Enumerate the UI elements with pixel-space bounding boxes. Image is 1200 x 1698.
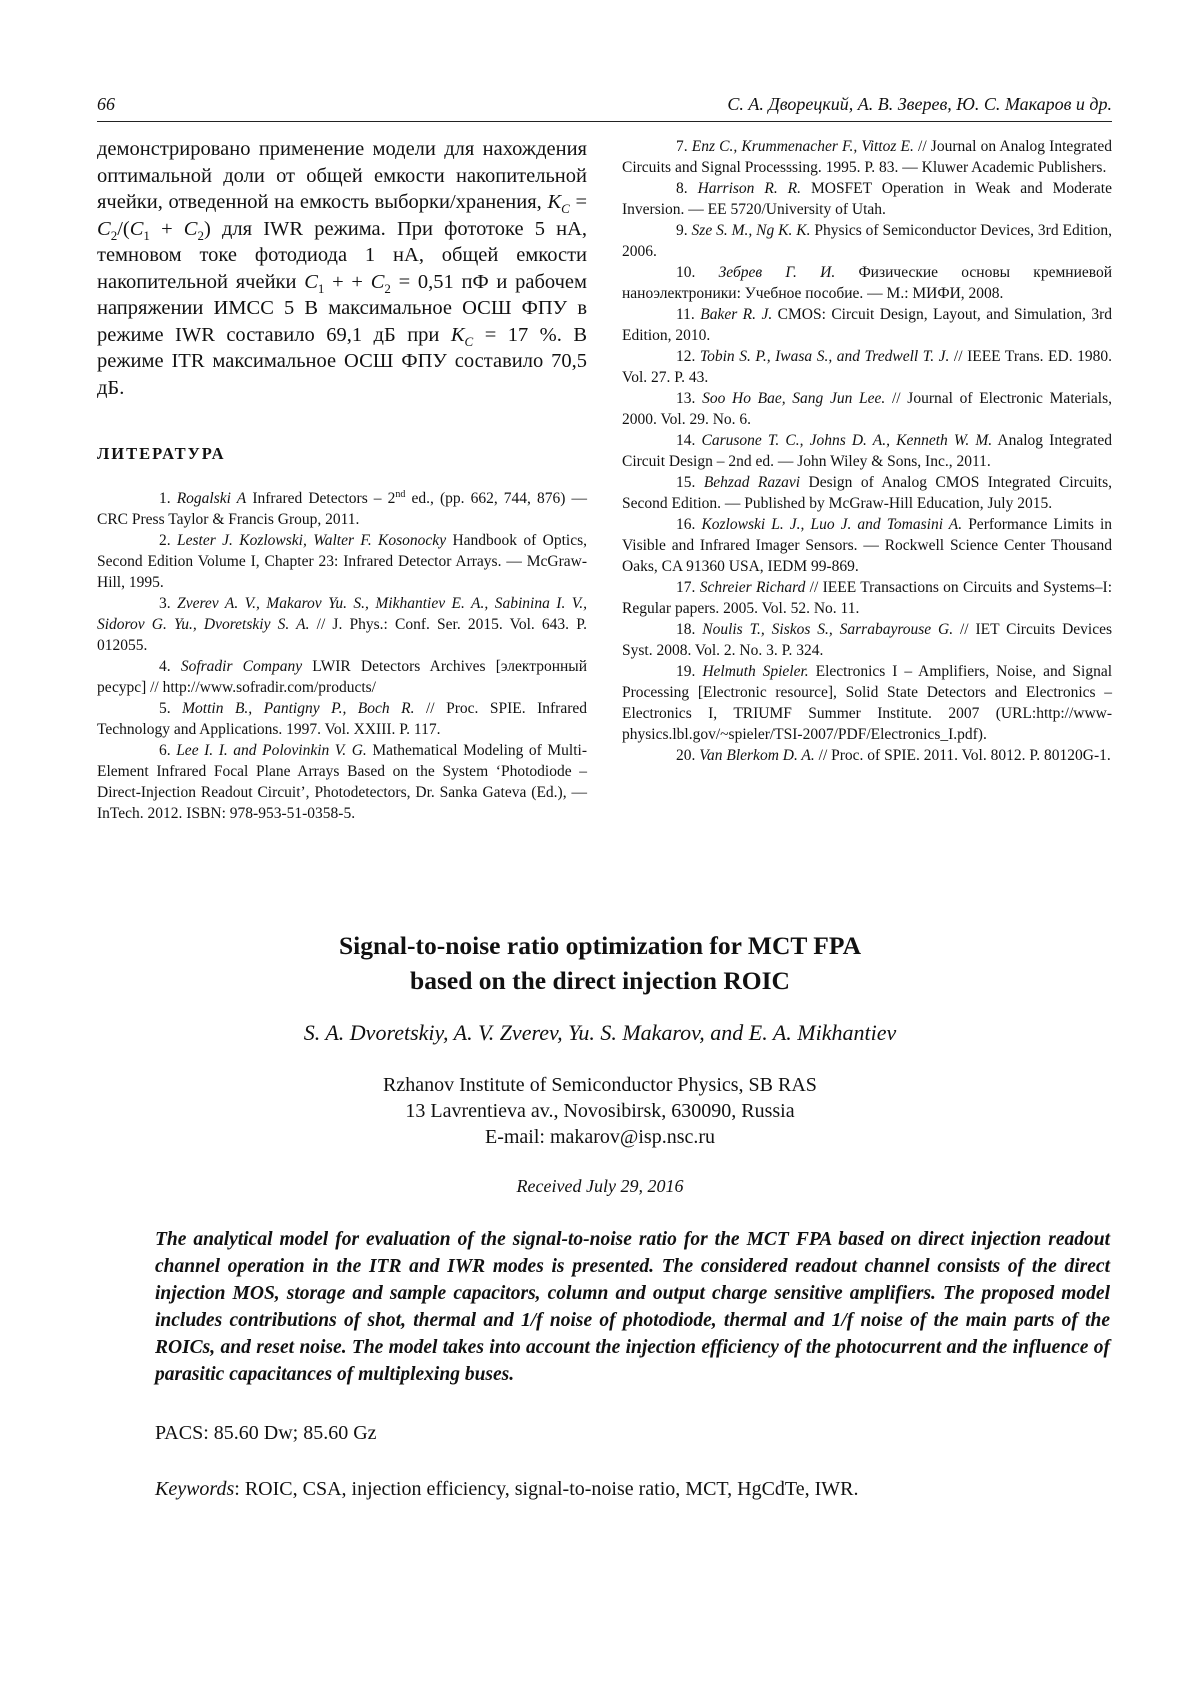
reference-item <box>622 577 1112 619</box>
reference-number: 4. <box>159 658 171 675</box>
reference-number: 1. <box>159 490 171 507</box>
reference-text: // Journal of Electronic Materials, 2000. Vol. 29. No. 6. <box>622 390 1112 428</box>
reference-item <box>97 740 587 824</box>
affiliation-line1: Rzhanov Institute of Semiconductor Physics, SB RAS <box>383 1074 817 1096</box>
reference-text: Handbook of Optics, Second Edition Volume I, Chapter 23: Infrared Detector Arrays. — McGraw-Hill, 1995. <box>97 532 588 591</box>
reference-text: // IEEE Transactions on Circuits and Systems–I: Regular papers. 2005. Vol. 52. No. 11. <box>622 579 1113 617</box>
keywords-list: : ROIC, CSA, injection efficiency, signal-to-noise ratio, MCT, HgCdTe, IWR. <box>234 1478 859 1500</box>
reference-authors: Baker R. J. <box>700 306 773 323</box>
reference-item <box>622 178 1112 220</box>
reference-number: 20. <box>676 747 696 764</box>
reference-number: 12. <box>676 348 696 365</box>
reference-text: // J. Phys.: Conf. Ser. 2015. Vol. 643. P. 012055. <box>97 616 587 654</box>
reference-authors: Зебрев Г. И. <box>718 264 836 281</box>
reference-item <box>622 745 1112 766</box>
right-column <box>622 136 1112 766</box>
header-rule <box>97 121 1112 122</box>
reference-number: 15. <box>676 474 696 491</box>
reference-number: 16. <box>676 516 696 533</box>
reference-text: CMOS: Circuit Design, Layout, and Simulation, 3rd Edition, 2010. <box>622 306 1113 344</box>
reference-item <box>622 430 1112 472</box>
reference-item <box>622 661 1112 745</box>
article-title-line1: Signal-to-noise ratio optimization for MCT FPA <box>338 931 861 960</box>
reference-text: Design of Analog CMOS Integrated Circuits, Second Edition. — Published by McGraw-Hill Education, July 2015. <box>622 474 1112 512</box>
reference-authors: Sofradir Company <box>180 658 303 675</box>
reference-text: Electronics I – Amplifiers, Noise, and Signal Processing [Electronic resource], Solid State Detectors and Electronics – Electronics I, TRIUMF Summer Institute. 2007 (URL:http://www-physics.lbl.gov/~spieler/TSI-2007/PDF/Electronics_I.pdf). <box>622 663 1112 743</box>
reference-authors: Schreier Richard <box>699 579 806 596</box>
reference-text: Physics of Semiconductor Devices, 3rd Edition, 2006. <box>622 222 1112 260</box>
reference-authors: Tobin S. P., Iwasa S., and Tredwell T. J. <box>699 348 950 365</box>
reference-number: 10. <box>676 264 696 281</box>
reference-number: 13. <box>676 390 696 407</box>
reference-text: Infrared Detectors – 2 <box>246 490 396 507</box>
reference-text: Mathematical Modeling of Multi-Element Infrared Focal Plane Arrays Based on the System ‘Photodiode – Direct-Injection Readout Circuit’, Photodetectors, Dr. Sanka Gateva (Ed.), — InTech. 2012. ISBN: 978-953-51-0358-5. <box>97 742 588 822</box>
references-right <box>622 136 1112 766</box>
reference-text: Analog Integrated Circuit Design – 2nd ed. — John Wiley & Sons, Inc., 2011. <box>622 432 1112 470</box>
reference-authors: Behzad Razavi <box>703 474 801 491</box>
reference-number: 6. <box>159 742 171 759</box>
reference-number: 19. <box>676 663 696 680</box>
reference-authors: Lee I. I. and Polovinkin V. G. <box>176 742 367 759</box>
reference-number: 8. <box>676 180 688 197</box>
reference-number: 17. <box>676 579 696 596</box>
reference-authors: Lester J. Kozlowski, Walter F. Kosonocky <box>177 532 447 549</box>
keywords-label: Keywords <box>155 1478 235 1500</box>
reference-number: 18. <box>676 621 696 638</box>
reference-text: // Journal on Analog Integrated Circuits and Signal Processsing. 1995. P. 83. — Kluwer Academic Publishers. <box>622 138 1112 176</box>
reference-number: 9. <box>676 222 688 239</box>
reference-text: // IET Circuits Devices Syst. 2008. Vol. 2. No. 3. P. 324. <box>622 621 1112 659</box>
reference-authors: Mottin B., Pantigny P., Boch R. <box>182 700 415 717</box>
reference-text: // Proc. SPIE. Infrared Technology and Applications. 1997. Vol. XXIII. P. 117. <box>97 700 588 738</box>
reference-number: 14. <box>676 432 696 449</box>
article-title-line2: based on the direct injection ROIC <box>410 966 790 995</box>
reference-number: 7. <box>676 138 688 155</box>
reference-item <box>97 656 587 698</box>
reference-number: 11. <box>676 306 695 323</box>
reference-item <box>97 488 587 530</box>
reference-authors: Soo Ho Bae, Sang Jun Lee. <box>702 390 886 407</box>
reference-number: 3. <box>159 595 171 612</box>
reference-item <box>622 619 1112 661</box>
article-title <box>0 928 1200 998</box>
reference-item <box>622 388 1112 430</box>
reference-item <box>622 472 1112 514</box>
reference-authors: Kozlowski L. J., Luo J. and Tomasini A. <box>701 516 963 533</box>
reference-authors: Rogalski A <box>176 490 247 507</box>
reference-text: // Proc. of SPIE. 2011. Vol. 8012. P. 80120G-1. <box>814 747 1111 764</box>
abstract: The analytical model for evaluation of the signal-to-noise ratio for the MCT FPA based on direct injection readout channel operation in the ITR and IWR modes is presented. The considered readout channel consists of the direct injection MOS, storage and sample capacitors, column and output charge sensitive amplifiers. The proposed model includes contributions of shot, thermal and 1/f noise of photodiode, thermal and 1/f noise of the main parts of the ROICs, and reset noise. The model takes into account the injection efficiency of the photocurrent and the influence of parasitic capacitances of multiplexing buses. <box>155 1229 1110 1385</box>
keywords <box>155 1478 859 1501</box>
reference-item <box>622 220 1112 262</box>
affiliation-email: E-mail: makarov@isp.nsc.ru <box>484 1126 716 1148</box>
affiliation-line2: 13 Lavrentieva av., Novosibirsk, 630090, Russia <box>405 1100 795 1122</box>
page-header <box>97 94 1112 120</box>
reference-authors: Zverev A. V., Makarov Yu. S., Mikhantiev E. A., Sabinina I. V., Sidorov G. Yu., Dvoretskiy S. A. <box>97 595 587 633</box>
reference-authors: Van Blerkom D. A. <box>699 747 815 764</box>
reference-authors: Helmuth Spieler. <box>702 663 809 680</box>
reference-authors: Carusone T. C., Johns D. A., Kenneth W. M. <box>701 432 993 449</box>
affiliation <box>0 1072 1200 1150</box>
literature-heading: ЛИТЕРАТУРА <box>97 444 226 463</box>
received-date: Received July 29, 2016 <box>516 1176 684 1196</box>
reference-item <box>97 593 587 656</box>
reference-text: Performance Limits in Visible and Infrared Imager Sensors. — Rockwell Science Center Thousand Oaks, CA 91360 USA, IEDM 99-869. <box>622 516 1113 575</box>
reference-text-continued: ed., (pp. 662, 744, 876) — CRC Press Taylor & Francis Group, 2011. <box>97 490 588 528</box>
reference-item <box>622 346 1112 388</box>
left-column <box>97 136 588 822</box>
reference-item <box>622 136 1112 178</box>
reference-text: MOSFET Operation in Weak and Moderate Inversion. — EE 5720/University of Utah. <box>622 180 1112 218</box>
reference-number: 5. <box>159 700 171 717</box>
page-number: 66 <box>97 94 115 114</box>
reference-authors: Enz C., Krummenacher F., Vittoz E. <box>691 138 914 155</box>
reference-item <box>97 698 587 740</box>
reference-number: 2. <box>159 532 171 549</box>
article-authors: S. A. Dvoretskiy, A. V. Zverev, Yu. S. Makarov, and E. A. Mikhantiev <box>303 1020 897 1045</box>
reference-authors: Harrison R. R. <box>697 180 802 197</box>
reference-item <box>622 304 1112 346</box>
body-paragraph: демонстрировано применение модели для нахождения оптимальной доли от общей емкости накопительной ячейки, отведенной на емкость выборки/хранения, $K_C = C_2/(C_1 + C_2)$ для IWR режима. При фототоке 5 нА, темновом токе фотодиода 1 нА, общей емкости накопительной ячейки $C_1$ + + $C_2 = 0,51$ пФ и рабочем напряжении ИМСС 5 В максимальное ОСШ ФПУ в режиме IWR составило 69,1 дБ при $K_C = 17$ %. В режиме ITR максимальное ОСШ ФПУ составило 70,5 дБ. <box>97 138 588 399</box>
reference-text: LWIR Detectors Archives [электронный ресурс] // http://www.sofradir.com/products/ <box>97 658 588 696</box>
reference-text: // IEEE Trans. ED. 1980. Vol. 27. P. 43. <box>622 348 1113 386</box>
running-head: С. А. Дворецкий, А. В. Зверев, Ю. С. Макаров и др. <box>727 94 1112 114</box>
reference-item <box>97 530 587 593</box>
pacs: PACS: 85.60 Dw; 85.60 Gz <box>155 1422 377 1444</box>
reference-text: Физические основы кремниевой наноэлектроники: Учебное пособие. — М.: МИФИ, 2008. <box>622 264 1113 302</box>
reference-superscript: nd <box>395 488 406 500</box>
reference-authors: Noulis T., Siskos S., Sarrabayrouse G. <box>702 621 954 638</box>
reference-item <box>622 262 1112 304</box>
reference-authors: Sze S. M., Ng K. K. <box>691 222 811 239</box>
references-left <box>97 488 587 824</box>
reference-item <box>622 514 1112 577</box>
